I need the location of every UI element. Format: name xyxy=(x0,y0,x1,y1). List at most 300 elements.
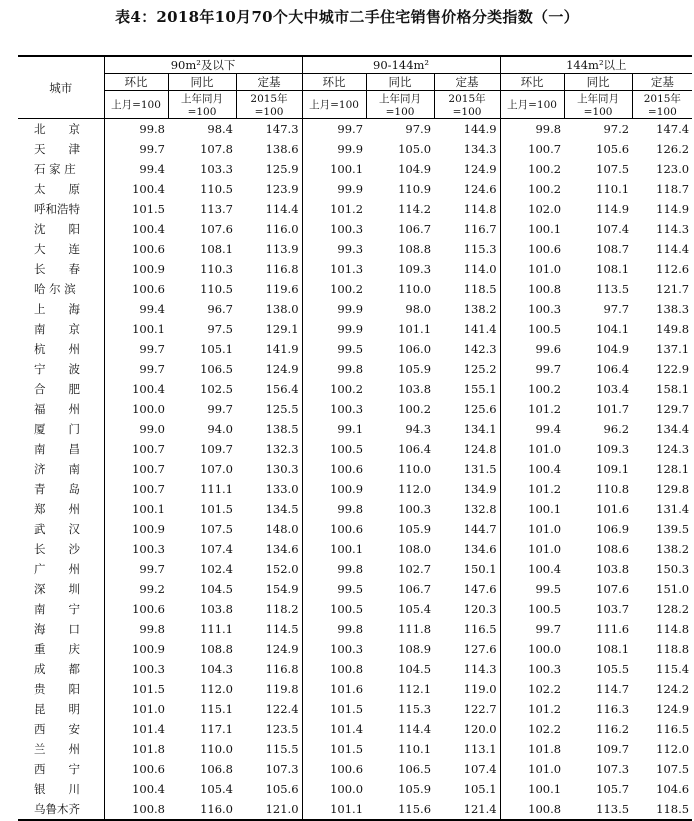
table-row xyxy=(18,679,692,699)
index-value: 101.0 xyxy=(500,519,564,539)
table-row xyxy=(18,579,692,599)
index-value: 119.8 xyxy=(265,682,299,696)
index-value: 133.0 xyxy=(265,482,299,496)
index-value: 96.7 xyxy=(207,302,233,316)
table-row xyxy=(18,439,692,459)
group-header: 90-144m² xyxy=(302,56,500,74)
table-row xyxy=(18,559,692,579)
index-value: 109.7 xyxy=(596,742,630,756)
index-value: 117.1 xyxy=(200,722,233,736)
index-value: 106.7 xyxy=(398,582,432,596)
index-value: 100.4 xyxy=(104,779,168,799)
index-value: 101.0 xyxy=(500,439,564,459)
column-header: 环比 xyxy=(104,74,168,91)
index-value: 116.0 xyxy=(265,222,299,236)
city-name: 银 川 xyxy=(34,782,80,796)
index-value: 138.0 xyxy=(265,302,299,316)
table-row xyxy=(18,799,692,820)
table-row xyxy=(18,639,692,659)
index-value: 107.5 xyxy=(656,762,690,776)
city-name: 武 汉 xyxy=(34,522,80,536)
index-value: 106.8 xyxy=(200,762,233,776)
index-value: 100.3 xyxy=(302,399,366,419)
index-value: 100.3 xyxy=(302,639,366,659)
index-value: 100.7 xyxy=(104,439,168,459)
index-value: 105.9 xyxy=(398,782,432,796)
index-value: 124.6 xyxy=(463,182,497,196)
base-header: 2015年=100 xyxy=(236,91,302,119)
column-header: 同比 xyxy=(366,74,434,91)
index-value: 100.6 xyxy=(302,759,366,779)
index-value: 97.5 xyxy=(207,322,233,336)
index-value: 107.8 xyxy=(200,142,233,156)
index-value: 103.8 xyxy=(200,602,233,616)
index-value: 99.8 xyxy=(302,619,366,639)
index-value: 116.3 xyxy=(596,702,630,716)
index-value: 101.0 xyxy=(104,699,168,719)
index-value: 106.5 xyxy=(398,762,432,776)
index-value: 125.2 xyxy=(463,362,497,376)
index-value: 100.2 xyxy=(500,159,564,179)
table-row xyxy=(18,539,692,559)
index-value: 94.3 xyxy=(405,422,432,436)
index-value: 111.1 xyxy=(200,622,233,636)
base-header: 2015年=100 xyxy=(434,91,500,119)
index-value: 107.6 xyxy=(596,582,630,596)
index-value: 100.8 xyxy=(500,799,564,820)
index-value: 99.7 xyxy=(500,359,564,379)
index-value: 129.8 xyxy=(656,482,690,496)
index-value: 151.0 xyxy=(656,582,690,596)
table-row xyxy=(18,459,692,479)
index-value: 108.8 xyxy=(200,642,233,656)
table-row xyxy=(18,199,692,219)
index-value: 120.3 xyxy=(463,602,497,616)
price-index-table xyxy=(18,55,692,821)
index-value: 105.7 xyxy=(596,782,630,796)
index-value: 99.3 xyxy=(302,239,366,259)
column-header: 环比 xyxy=(302,74,366,91)
index-value: 101.4 xyxy=(104,719,168,739)
table-row xyxy=(18,179,692,199)
index-value: 134.9 xyxy=(463,482,497,496)
index-value: 99.5 xyxy=(302,579,366,599)
column-header: 定基 xyxy=(434,74,500,91)
base-header: 上年同月=100 xyxy=(168,91,236,119)
table-title: 表4：2018年10月70个大中城市二手住宅销售价格分类指数（一） xyxy=(115,8,579,26)
index-value: 132.3 xyxy=(265,442,299,456)
index-value: 99.5 xyxy=(302,339,366,359)
index-value: 124.9 xyxy=(265,362,299,376)
group-header: 90m²及以下 xyxy=(104,56,302,74)
column-header: 定基 xyxy=(236,74,302,91)
index-value: 108.6 xyxy=(596,542,630,556)
index-value: 100.6 xyxy=(104,279,168,299)
index-value: 100.2 xyxy=(500,179,564,199)
index-value: 116.5 xyxy=(463,622,497,636)
base-header-row xyxy=(18,91,692,119)
index-value: 118.2 xyxy=(265,602,299,616)
index-value: 100.1 xyxy=(302,539,366,559)
index-value: 100.2 xyxy=(398,402,432,416)
index-value: 102.2 xyxy=(500,719,564,739)
index-value: 107.5 xyxy=(200,522,233,536)
group-header: 144m²以上 xyxy=(500,56,692,74)
index-value: 118.8 xyxy=(656,642,690,656)
index-value: 139.5 xyxy=(656,522,690,536)
index-value: 138.5 xyxy=(265,422,299,436)
index-value: 154.9 xyxy=(265,582,299,596)
index-value: 114.8 xyxy=(463,202,497,216)
index-value: 134.4 xyxy=(656,422,690,436)
index-value: 115.3 xyxy=(398,702,432,716)
index-value: 100.1 xyxy=(500,499,564,519)
index-value: 116.7 xyxy=(463,222,497,236)
index-value: 104.9 xyxy=(398,162,432,176)
index-value: 156.4 xyxy=(265,382,299,396)
index-value: 111.1 xyxy=(200,482,233,496)
index-value: 99.7 xyxy=(104,339,168,359)
index-value: 101.0 xyxy=(500,539,564,559)
base-header: 上月=100 xyxy=(104,91,168,119)
index-value: 149.8 xyxy=(656,322,690,336)
index-value: 100.8 xyxy=(302,659,366,679)
index-value: 100.0 xyxy=(500,639,564,659)
index-value: 115.5 xyxy=(265,742,299,756)
index-value: 99.7 xyxy=(104,559,168,579)
index-value: 100.3 xyxy=(500,299,564,319)
table-row xyxy=(18,139,692,159)
index-value: 100.5 xyxy=(500,319,564,339)
index-value: 99.9 xyxy=(302,179,366,199)
index-value: 105.9 xyxy=(398,522,432,536)
index-value: 114.5 xyxy=(265,622,299,636)
index-value: 112.0 xyxy=(398,482,432,496)
index-value: 101.5 xyxy=(104,199,168,219)
index-value: 128.2 xyxy=(656,602,690,616)
table-row xyxy=(18,359,692,379)
index-value: 100.1 xyxy=(500,219,564,239)
base-header: 2015年=100 xyxy=(632,91,692,119)
index-value: 103.8 xyxy=(398,382,432,396)
index-value: 114.4 xyxy=(265,202,299,216)
index-value: 112.6 xyxy=(656,262,690,276)
index-value: 101.2 xyxy=(500,399,564,419)
index-value: 138.2 xyxy=(656,542,690,556)
index-value: 120.0 xyxy=(463,722,497,736)
index-value: 100.0 xyxy=(104,399,168,419)
index-value: 100.6 xyxy=(302,519,366,539)
index-value: 101.6 xyxy=(302,679,366,699)
index-value: 100.3 xyxy=(302,219,366,239)
city-name: 昆 明 xyxy=(34,702,80,716)
index-value: 110.0 xyxy=(398,282,432,296)
column-header: 同比 xyxy=(564,74,632,91)
index-value: 134.3 xyxy=(463,142,497,156)
city-name: 兰 州 xyxy=(34,742,80,756)
index-value: 101.8 xyxy=(104,739,168,759)
index-value: 99.9 xyxy=(302,139,366,159)
index-value: 113.1 xyxy=(463,742,497,756)
index-value: 100.8 xyxy=(104,799,168,820)
index-value: 100.9 xyxy=(104,259,168,279)
index-value: 114.8 xyxy=(656,622,690,636)
index-value: 101.5 xyxy=(104,679,168,699)
index-value: 99.0 xyxy=(104,419,168,439)
index-value: 112.0 xyxy=(656,742,690,756)
index-value: 99.9 xyxy=(302,299,366,319)
index-value: 100.4 xyxy=(500,459,564,479)
city-name: 呼和浩特 xyxy=(34,202,80,216)
index-value: 100.6 xyxy=(104,599,168,619)
index-value: 129.1 xyxy=(265,322,299,336)
city-name: 青 岛 xyxy=(34,482,80,496)
index-value: 124.3 xyxy=(656,442,690,456)
index-value: 101.3 xyxy=(302,259,366,279)
index-value: 110.3 xyxy=(200,262,233,276)
index-value: 106.7 xyxy=(398,222,432,236)
index-value: 158.1 xyxy=(656,382,690,396)
city-name: 合 肥 xyxy=(34,382,80,396)
index-value: 102.0 xyxy=(500,199,564,219)
index-value: 122.4 xyxy=(265,702,299,716)
index-value: 106.0 xyxy=(398,342,432,356)
index-value: 128.1 xyxy=(656,462,690,476)
index-value: 114.4 xyxy=(656,242,690,256)
city-name: 广 州 xyxy=(34,562,80,576)
index-value: 107.5 xyxy=(596,162,630,176)
index-value: 131.5 xyxy=(463,462,497,476)
index-value: 113.9 xyxy=(265,242,299,256)
index-value: 100.1 xyxy=(104,319,168,339)
index-value: 101.2 xyxy=(302,199,366,219)
index-value: 107.4 xyxy=(596,222,630,236)
index-value: 114.3 xyxy=(463,662,497,676)
city-name: 南 昌 xyxy=(34,442,80,456)
index-value: 100.2 xyxy=(500,379,564,399)
index-value: 109.7 xyxy=(200,442,233,456)
index-value: 100.7 xyxy=(500,139,564,159)
group-header-row xyxy=(18,56,692,74)
city-name: 哈 尔 滨 xyxy=(34,282,76,296)
table-row xyxy=(18,499,692,519)
index-value: 115.3 xyxy=(463,242,497,256)
index-value: 116.5 xyxy=(656,722,690,736)
index-value: 97.7 xyxy=(603,302,630,316)
index-value: 99.4 xyxy=(104,299,168,319)
index-value: 104.3 xyxy=(200,662,233,676)
index-value: 100.9 xyxy=(302,479,366,499)
index-value: 101.0 xyxy=(500,759,564,779)
index-value: 99.7 xyxy=(302,119,366,140)
index-value: 138.3 xyxy=(656,302,690,316)
index-value: 113.5 xyxy=(564,799,632,820)
index-value: 104.9 xyxy=(596,342,630,356)
city-name: 杭 州 xyxy=(34,342,80,356)
city-name: 石 家 庄 xyxy=(34,162,76,176)
index-value: 100.5 xyxy=(500,599,564,619)
city-name: 西 安 xyxy=(34,722,80,736)
index-value: 114.3 xyxy=(656,222,690,236)
index-value: 108.1 xyxy=(596,262,630,276)
index-value: 113.5 xyxy=(596,282,630,296)
index-value: 104.6 xyxy=(656,782,690,796)
index-value: 100.9 xyxy=(104,519,168,539)
index-value: 132.8 xyxy=(463,502,497,516)
city-name: 海 口 xyxy=(34,622,80,636)
index-value: 141.9 xyxy=(265,342,299,356)
table-row xyxy=(18,319,692,339)
index-value: 100.4 xyxy=(104,179,168,199)
city-name: 重 庆 xyxy=(34,642,80,656)
index-value: 144.9 xyxy=(434,119,500,140)
index-value: 110.5 xyxy=(200,182,233,196)
city-name: 长 春 xyxy=(34,262,80,276)
index-value: 105.0 xyxy=(398,142,432,156)
table-row xyxy=(18,299,692,319)
index-value: 116.8 xyxy=(265,662,299,676)
index-value: 100.5 xyxy=(302,439,366,459)
index-value: 106.5 xyxy=(200,362,233,376)
index-value: 112.1 xyxy=(398,682,432,696)
index-value: 118.5 xyxy=(632,799,692,820)
table-row xyxy=(18,719,692,739)
index-value: 108.0 xyxy=(398,542,432,556)
index-value: 101.1 xyxy=(398,322,432,336)
index-value: 99.2 xyxy=(104,579,168,599)
table-row xyxy=(18,259,692,279)
index-value: 134.6 xyxy=(463,542,497,556)
index-value: 114.2 xyxy=(398,202,432,216)
index-value: 115.6 xyxy=(366,799,434,820)
index-value: 104.1 xyxy=(596,322,630,336)
index-value: 123.0 xyxy=(656,162,690,176)
index-value: 100.8 xyxy=(500,279,564,299)
city-name: 太 原 xyxy=(34,182,80,196)
table-row xyxy=(18,699,692,719)
index-value: 107.6 xyxy=(200,222,233,236)
index-value: 99.4 xyxy=(104,159,168,179)
index-value: 100.1 xyxy=(302,159,366,179)
index-value: 99.6 xyxy=(500,339,564,359)
index-value: 134.6 xyxy=(265,542,299,556)
index-value: 116.8 xyxy=(265,262,299,276)
index-value: 105.6 xyxy=(596,142,630,156)
index-value: 107.0 xyxy=(200,462,233,476)
index-value: 134.5 xyxy=(265,502,299,516)
city-name: 厦 门 xyxy=(34,422,80,436)
city-name: 天 津 xyxy=(34,142,80,156)
index-value: 100.4 xyxy=(500,559,564,579)
city-name: 成 都 xyxy=(34,662,80,676)
city-name: 大 连 xyxy=(34,242,80,256)
index-value: 105.4 xyxy=(398,602,432,616)
index-value: 100.0 xyxy=(302,779,366,799)
index-value: 122.7 xyxy=(463,702,497,716)
index-value: 103.4 xyxy=(596,382,630,396)
index-value: 100.7 xyxy=(104,479,168,499)
index-value: 107.4 xyxy=(463,762,497,776)
column-header-row xyxy=(18,74,692,91)
index-value: 105.5 xyxy=(596,662,630,676)
city-name: 贵 阳 xyxy=(34,682,80,696)
index-value: 110.0 xyxy=(200,742,233,756)
index-value: 106.4 xyxy=(398,442,432,456)
index-value: 110.1 xyxy=(596,182,630,196)
index-value: 101.1 xyxy=(302,799,366,820)
table-row xyxy=(18,779,692,799)
index-value: 114.7 xyxy=(596,682,630,696)
table-row xyxy=(18,279,692,299)
index-value: 102.7 xyxy=(398,562,432,576)
index-value: 121.7 xyxy=(656,282,690,296)
index-value: 100.4 xyxy=(104,379,168,399)
index-value: 100.3 xyxy=(104,659,168,679)
index-value: 119.0 xyxy=(463,682,497,696)
index-value: 97.9 xyxy=(366,119,434,140)
index-value: 99.4 xyxy=(500,419,564,439)
index-value: 103.8 xyxy=(596,562,630,576)
table-body xyxy=(18,119,692,821)
index-value: 119.6 xyxy=(265,282,299,296)
index-value: 100.9 xyxy=(104,639,168,659)
city-name: 宁 波 xyxy=(34,362,80,376)
index-value: 100.1 xyxy=(104,499,168,519)
index-value: 110.1 xyxy=(398,742,432,756)
index-value: 147.6 xyxy=(463,582,497,596)
index-value: 101.0 xyxy=(500,259,564,279)
city-name: 上 海 xyxy=(34,302,80,316)
index-value: 144.7 xyxy=(463,522,497,536)
index-value: 102.4 xyxy=(200,562,233,576)
index-value: 100.6 xyxy=(104,239,168,259)
index-value: 103.3 xyxy=(200,162,233,176)
index-value: 99.7 xyxy=(104,139,168,159)
index-value: 124.8 xyxy=(463,442,497,456)
base-header: 上年同月=100 xyxy=(366,91,434,119)
index-value: 100.3 xyxy=(104,539,168,559)
index-value: 108.8 xyxy=(398,242,432,256)
table-row xyxy=(18,379,692,399)
table-row xyxy=(18,419,692,439)
index-value: 100.6 xyxy=(302,459,366,479)
index-value: 109.1 xyxy=(596,462,630,476)
index-value: 110.9 xyxy=(398,182,432,196)
index-value: 147.4 xyxy=(632,119,692,140)
index-value: 134.1 xyxy=(463,422,497,436)
table-row xyxy=(18,619,692,639)
index-value: 130.3 xyxy=(265,462,299,476)
index-value: 116.2 xyxy=(596,722,630,736)
index-value: 152.0 xyxy=(265,562,299,576)
index-value: 100.2 xyxy=(302,379,366,399)
table-row xyxy=(18,519,692,539)
index-value: 100.4 xyxy=(104,219,168,239)
index-value: 138.6 xyxy=(265,142,299,156)
index-value: 147.3 xyxy=(236,119,302,140)
index-value: 113.7 xyxy=(200,202,233,216)
column-header: 同比 xyxy=(168,74,236,91)
index-value: 101.5 xyxy=(302,739,366,759)
city-name: 济 南 xyxy=(34,462,80,476)
index-value: 99.5 xyxy=(500,579,564,599)
index-value: 99.7 xyxy=(207,402,233,416)
index-value: 129.7 xyxy=(656,402,690,416)
table-row xyxy=(18,759,692,779)
base-header: 上月=100 xyxy=(302,91,366,119)
city-name: 深 圳 xyxy=(34,582,80,596)
base-header: 上年同月=100 xyxy=(564,91,632,119)
